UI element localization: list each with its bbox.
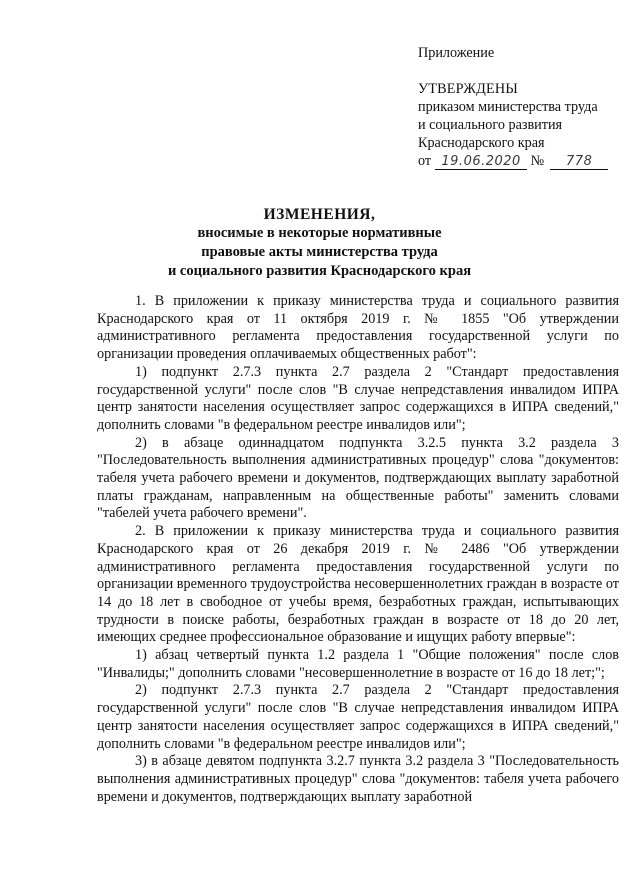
document-title	[40, 205, 599, 281]
title-line-2: правовые акты министерства труда	[201, 244, 438, 260]
paragraph: 1. В приложении к приказу министерства труда и социального развития Краснодарского края от 11 октября 2019 г. № 1855 "Об утверждении административного регламента предоставления государственной услуги по организации проведения оплачиваемых общественных работ":	[97, 293, 619, 363]
approved-label: УТВЕРЖДЕНЫ	[418, 81, 518, 97]
paragraph: 2) в абзаце одиннадцатом подпункта 3.2.5 пункта 3.2 раздела 3 "Последовательность выполнения административных процедур" слова "документов: табеля учета рабочего времени и документов, подтверждающих выплату заработной платы гражданам, направленным на общественные работы" заменить словами "табелей учета рабочего времени".	[97, 434, 619, 522]
handwritten-date: 19.06.2020	[435, 155, 527, 170]
approval-line-2: и социального развития	[418, 117, 563, 133]
paragraph: 1) подпункт 2.7.3 пункта 2.7 раздела 2 "Стандарт предоставления государственной услуги" после слов "В случае непредставления инвалидом ИПРА центр занятости населения осуществляет запрос содержащихся в ИПРА сведений," дополнить словами "в федеральном реестре инвалидов или";	[97, 363, 619, 433]
title-line-3: и социального развития Краснодарского края	[167, 263, 472, 279]
title-main: ИЗМЕНЕНИЯ,	[263, 206, 376, 223]
approval-block	[418, 44, 623, 170]
title-line-1: вносимые в некоторые нормативные	[197, 225, 442, 241]
order-date-number	[418, 152, 623, 170]
paragraph: 2) подпункт 2.7.3 пункта 2.7 раздела 2 "Стандарт предоставления государственной услуги" после слов "В случае непредставления инвалидом ИПРА центр занятости населения осуществляет запрос содержащихся в ИПРА сведений," дополнить словами "в федеральном реестре инвалидов или";	[97, 682, 619, 752]
approval-line-1: приказом министерства труда	[418, 99, 598, 115]
handwritten-number: 778	[550, 155, 608, 170]
paragraph: 3) в абзаце девятом подпункта 3.2.7 пункта 3.2 раздела 3 "Последовательность выполнения административных процедур" слова "документов: табеля учета рабочего времени и документов, подтверждающих выплату заработной	[97, 753, 619, 805]
paragraph: 2. В приложении к приказу министерства труда и социального развития Краснодарского края от 26 декабря 2019 г. № 2486 "Об утверждении административного регламента предоставления государственной услуги по организации временного трудоустройства несовершеннолетних граждан в возрасте от 14 до 18 лет в свободное от учебы время, безработных граждан, испытывающих трудности в поиске работы, безработных граждан в возрасте от 18 до 20 лет, имеющих среднее профессиональное образование и ищущих работу впервые":	[97, 523, 619, 646]
date-prefix: от	[418, 153, 432, 169]
paragraph: 1) абзац четвертый пункта 1.2 раздела 1 "Общие положения" после слов "Инвалиды;" дополнить словами "несовершеннолетние в возрасте от 16 до 18 лет;";	[97, 647, 619, 681]
document-body	[97, 293, 619, 806]
appendix-label: Приложение	[418, 45, 495, 61]
number-sign: №	[530, 153, 545, 169]
approval-line-3: Краснодарского края	[418, 135, 545, 151]
